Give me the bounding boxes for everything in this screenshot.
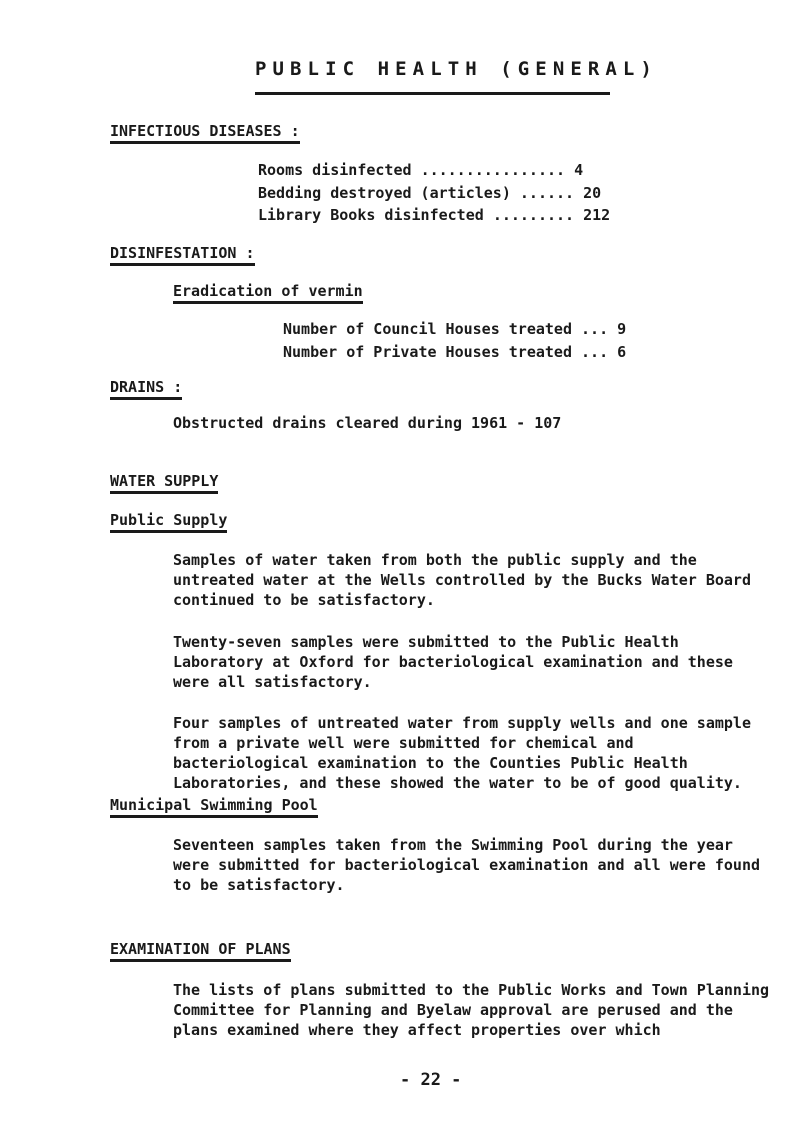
paragraph: Seventeen samples taken from the Swimming Pool during the year were submitted for bacteriological examination and all were found to be satisfactory. bbox=[173, 836, 760, 894]
row-value: 9 bbox=[617, 320, 627, 338]
private-houses-row bbox=[283, 343, 626, 361]
water-supply-heading: WATER SUPPLY bbox=[110, 472, 218, 494]
public-supply-subheading: Public Supply bbox=[110, 511, 227, 533]
row-label: Rooms disinfected bbox=[258, 161, 412, 179]
dot-leader: ... bbox=[581, 320, 609, 338]
row-label: Library Books disinfected bbox=[258, 206, 484, 224]
title-underline bbox=[255, 92, 610, 95]
row-value: 212 bbox=[583, 206, 611, 224]
paragraph: Samples of water taken from both the public supply and the untreated water at the Wells controlled by the Bucks Water Board continued to be satisfactory. bbox=[173, 551, 751, 609]
examination-plans-heading: EXAMINATION OF PLANS bbox=[110, 940, 291, 962]
dot-leader: ... bbox=[581, 343, 609, 361]
row-value: 4 bbox=[574, 161, 584, 179]
rooms-disinfected-row bbox=[258, 161, 583, 179]
disinfestation-heading: DISINFESTATION : bbox=[110, 244, 255, 266]
row-label: Number of Council Houses treated bbox=[283, 320, 572, 338]
dot-leader: ......... bbox=[492, 206, 575, 224]
paragraph: The lists of plans submitted to the Public Works and Town Planning Committee for Planning and Byelaw approval are perused and the plans examined where they affect properties over which bbox=[173, 981, 770, 1039]
council-houses-row bbox=[283, 320, 626, 338]
row-value: 6 bbox=[617, 343, 627, 361]
dot-leader: ...... bbox=[519, 184, 575, 202]
infectious-diseases-heading: INFECTIOUS DISEASES : bbox=[110, 122, 300, 144]
drains-cleared-text: Obstructed drains cleared during 1961 - 107 bbox=[173, 414, 562, 432]
page-title: PUBLIC HEALTH (GENERAL) bbox=[255, 58, 658, 80]
paragraph: Twenty-seven samples were submitted to the Public Health Laboratory at Oxford for bacteriological examination and these were all satisfactory. bbox=[173, 633, 733, 691]
bedding-destroyed-row bbox=[258, 184, 601, 202]
library-books-row bbox=[258, 206, 610, 224]
paragraph: Four samples of untreated water from supply wells and one sample from a private well were submitted for chemical and bacteriological examination to the Counties Public Health Laboratories, and these showed the water to be of good quality. bbox=[173, 714, 751, 792]
page-number: - 22 - bbox=[400, 1070, 462, 1090]
dot-leader: ................ bbox=[420, 161, 566, 179]
row-label: Number of Private Houses treated bbox=[283, 343, 572, 361]
drains-heading: DRAINS : bbox=[110, 378, 182, 400]
eradication-subheading: Eradication of vermin bbox=[173, 282, 363, 304]
row-value: 20 bbox=[583, 184, 602, 202]
swimming-pool-subheading: Municipal Swimming Pool bbox=[110, 796, 318, 818]
row-label: Bedding destroyed (articles) bbox=[258, 184, 511, 202]
